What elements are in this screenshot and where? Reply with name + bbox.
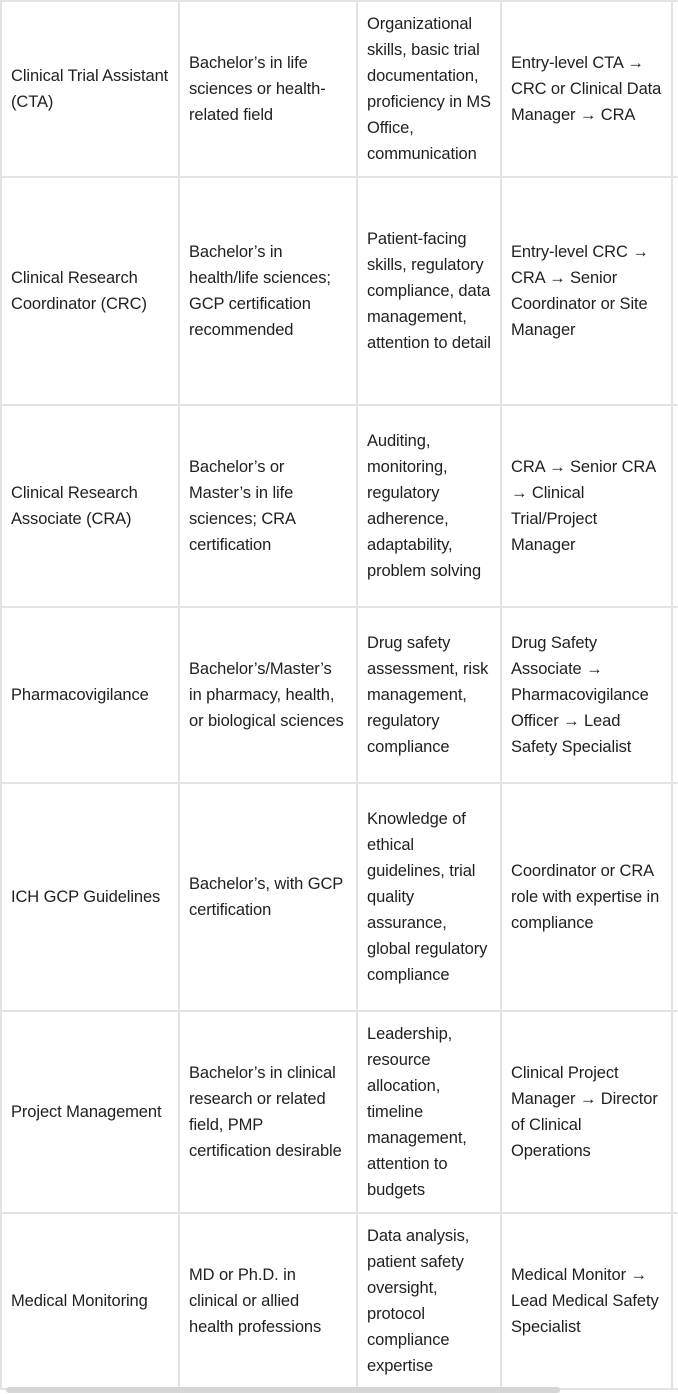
- table-row: [1, 1213, 678, 1389]
- next-column-cell: [672, 1, 678, 177]
- education-cell: Bachelor’s in clinical research or related field, PMP certification desirable: [179, 1011, 357, 1213]
- table-row: [1, 1011, 678, 1213]
- role-cell: Pharmacovigilance: [1, 607, 179, 783]
- skills-cell: Drug safety assessment, risk management, regulatory compliance: [357, 607, 501, 783]
- education-cell: Bachelor’s, with GCP certification: [179, 783, 357, 1011]
- education-cell: MD or Ph.D. in clinical or allied health professions: [179, 1213, 357, 1389]
- education-cell: Bachelor’s in life sciences or health-related field: [179, 1, 357, 177]
- next-column-cell: [672, 1011, 678, 1213]
- career-path-cell: Clinical Project Manager → Director of Clinical Operations: [501, 1011, 672, 1213]
- table-row: [1, 177, 678, 405]
- next-column-cell: [672, 405, 678, 607]
- next-column-cell: [672, 783, 678, 1011]
- career-path-cell: Medical Monitor → Lead Medical Safety Specialist: [501, 1213, 672, 1389]
- next-column-cell: [672, 607, 678, 783]
- education-cell: Bachelor’s or Master’s in life sciences; CRA certification: [179, 405, 357, 607]
- career-path-cell: Drug Safety Associate → Pharmacovigilance Officer → Lead Safety Specialist: [501, 607, 672, 783]
- role-cell: Medical Monitoring: [1, 1213, 179, 1389]
- role-cell: Clinical Research Coordinator (CRC): [1, 177, 179, 405]
- table-row: [1, 1, 678, 177]
- skills-cell: Knowledge of ethical guidelines, trial quality assurance, global regulatory compliance: [357, 783, 501, 1011]
- role-cell: Clinical Research Associate (CRA): [1, 405, 179, 607]
- next-column-cell: [672, 177, 678, 405]
- skills-cell: Auditing, monitoring, regulatory adherence, adaptability, problem solving: [357, 405, 501, 607]
- role-cell: Project Management: [1, 1011, 179, 1213]
- skills-cell: Leadership, resource allocation, timeline management, attention to budgets: [357, 1011, 501, 1213]
- table-row: [1, 405, 678, 607]
- education-cell: Bachelor’s/Master’s in pharmacy, health, or biological sciences: [179, 607, 357, 783]
- next-column-cell: [672, 1213, 678, 1389]
- skills-cell: Patient-facing skills, regulatory compliance, data management, attention to detail: [357, 177, 501, 405]
- career-path-cell: Entry-level CTA → CRC or Clinical Data Manager → CRA: [501, 1, 672, 177]
- horizontal-scrollbar[interactable]: [6, 1387, 560, 1393]
- career-path-cell: CRA → Senior CRA → Clinical Trial/Project Manager: [501, 405, 672, 607]
- role-cell: Clinical Trial Assistant (CTA): [1, 1, 179, 177]
- career-path-cell: Entry-level CRC → CRA → Senior Coordinator or Site Manager: [501, 177, 672, 405]
- table-row: [1, 783, 678, 1011]
- role-cell: ICH GCP Guidelines: [1, 783, 179, 1011]
- skills-cell: Organizational skills, basic trial documentation, proficiency in MS Office, communication: [357, 1, 501, 177]
- skills-cell: Data analysis, patient safety oversight, protocol compliance expertise: [357, 1213, 501, 1389]
- table-row: [1, 607, 678, 783]
- education-cell: Bachelor’s in health/life sciences; GCP certification recommended: [179, 177, 357, 405]
- career-path-cell: Coordinator or CRA role with expertise in compliance: [501, 783, 672, 1011]
